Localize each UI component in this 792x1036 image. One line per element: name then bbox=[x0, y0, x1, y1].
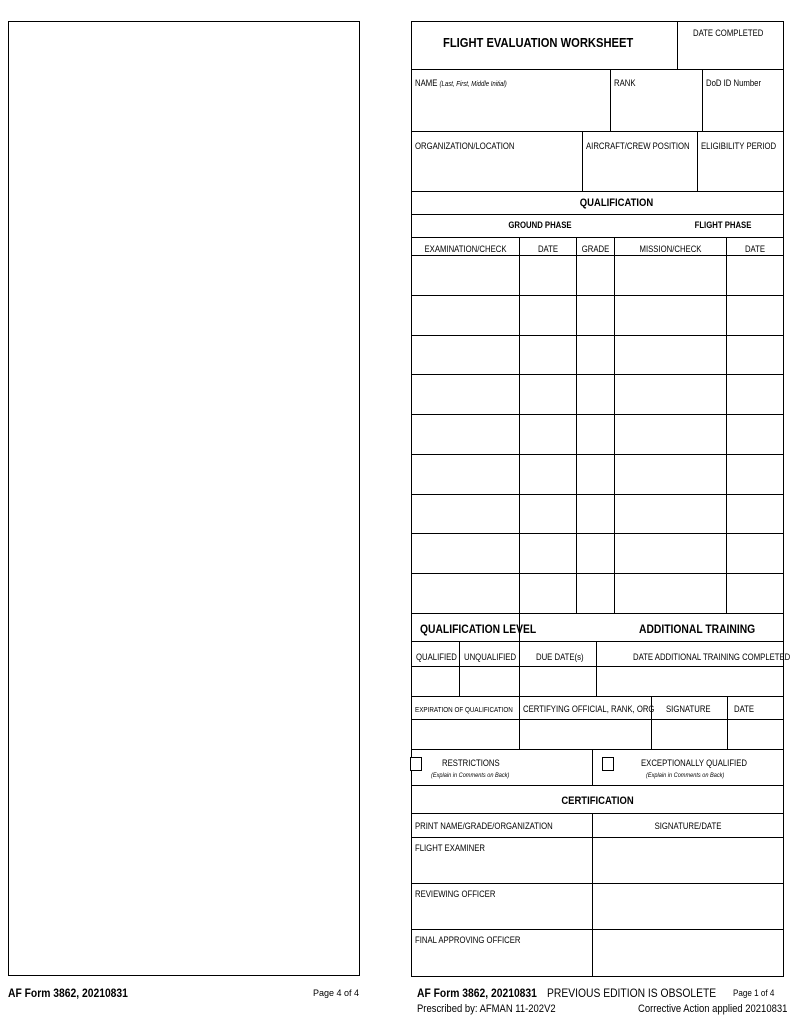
level-signature-field[interactable] bbox=[652, 720, 726, 748]
date-completed-field[interactable] bbox=[678, 40, 783, 68]
qual-cell-flight-date[interactable] bbox=[727, 375, 783, 413]
dod-id-field[interactable] bbox=[703, 90, 783, 130]
qual-cell-mission-check[interactable] bbox=[615, 296, 726, 334]
print-name-label: PRINT NAME/GRADE/ORGANIZATION bbox=[415, 821, 553, 831]
name-field[interactable] bbox=[412, 90, 609, 130]
qual-cell-ground-date[interactable] bbox=[520, 455, 576, 493]
qual-cell-mission-check[interactable] bbox=[615, 415, 726, 453]
ground-phase-label: GROUND PHASE bbox=[508, 220, 572, 230]
qual-cell-mission-check[interactable] bbox=[615, 455, 726, 493]
qual-cell-examination-check[interactable] bbox=[412, 415, 519, 453]
qual-cell-examination-check[interactable] bbox=[412, 574, 519, 612]
flight-examiner-name-field[interactable] bbox=[412, 856, 591, 882]
qual-cell-grade[interactable] bbox=[577, 256, 614, 294]
expiration-field[interactable] bbox=[412, 720, 518, 748]
unqualified-field[interactable] bbox=[460, 667, 518, 695]
restrictions-checkbox[interactable] bbox=[410, 757, 422, 771]
qual-cell-flight-date[interactable] bbox=[727, 495, 783, 533]
qual-cell-flight-date[interactable] bbox=[727, 336, 783, 374]
qual-cell-flight-date[interactable] bbox=[727, 415, 783, 453]
flight-phase-label: FLIGHT PHASE bbox=[694, 220, 752, 230]
level-signature-label: SIGNATURE bbox=[666, 704, 711, 714]
restrictions-hint: (Explain in Comments on Back) bbox=[431, 772, 510, 779]
reviewing-officer-name-field[interactable] bbox=[412, 902, 591, 928]
qual-cell-examination-check[interactable] bbox=[412, 375, 519, 413]
exceptionally-qualified-label: EXCEPTIONALLY QUALIFIED bbox=[641, 758, 747, 768]
previous-edition-notice: PREVIOUS EDITION IS OBSOLETE bbox=[547, 986, 717, 1000]
qual-cell-examination-check[interactable] bbox=[412, 455, 519, 493]
back-page-panel bbox=[8, 21, 360, 976]
eligibility-period-label: ELIGIBILITY PERIOD bbox=[701, 141, 777, 151]
left-form-id: AF Form 3862, 20210831 bbox=[8, 986, 128, 1000]
qual-cell-examination-check[interactable] bbox=[412, 256, 519, 294]
exceptionally-qualified-checkbox[interactable] bbox=[602, 757, 614, 771]
final-approving-officer-label: FINAL APPROVING OFFICER bbox=[415, 935, 521, 945]
level-date-field[interactable] bbox=[728, 720, 783, 748]
qual-cell-ground-date[interactable] bbox=[520, 256, 576, 294]
signature-date-label: SIGNATURE/DATE bbox=[654, 821, 722, 831]
qual-cell-examination-check[interactable] bbox=[412, 336, 519, 374]
final-approving-officer-name-field[interactable] bbox=[412, 948, 591, 976]
qual-cell-mission-check[interactable] bbox=[615, 375, 726, 413]
training-completed-field[interactable] bbox=[597, 667, 783, 695]
name-label: NAME (Last, First, Middle Initial) bbox=[415, 78, 507, 88]
qual-cell-ground-date[interactable] bbox=[520, 336, 576, 374]
dod-id-label: DoD ID Number bbox=[706, 78, 762, 88]
left-page-number: Page 4 of 4 bbox=[313, 988, 360, 998]
flight-examiner-signature-field[interactable] bbox=[593, 838, 783, 882]
qual-cell-grade[interactable] bbox=[577, 336, 614, 374]
qual-cell-examination-check[interactable] bbox=[412, 495, 519, 533]
qual-cell-flight-date[interactable] bbox=[727, 534, 783, 572]
qual-cell-grade[interactable] bbox=[577, 375, 614, 413]
qualified-field[interactable] bbox=[412, 667, 458, 695]
qual-cell-grade[interactable] bbox=[577, 534, 614, 572]
rank-label: RANK bbox=[614, 78, 636, 88]
qualified-label: QUALIFIED bbox=[416, 652, 457, 662]
expiration-label: EXPIRATION OF QUALIFICATION bbox=[415, 705, 513, 714]
prescribed-by: Prescribed by: AFMAN 11-202V2 bbox=[417, 1003, 556, 1015]
qual-cell-grade[interactable] bbox=[577, 495, 614, 533]
additional-training-title: ADDITIONAL TRAINING bbox=[639, 622, 756, 636]
unqualified-label: UNQUALIFIED bbox=[464, 652, 517, 662]
reviewing-officer-label: REVIEWING OFFICER bbox=[415, 889, 496, 899]
qual-cell-grade[interactable] bbox=[577, 415, 614, 453]
due-dates-field[interactable] bbox=[520, 667, 595, 695]
due-dates-label: DUE DATE(s) bbox=[536, 652, 584, 662]
restrictions-label: RESTRICTIONS bbox=[442, 758, 500, 768]
certifying-official-field[interactable] bbox=[520, 720, 650, 748]
rank-field[interactable] bbox=[611, 90, 702, 130]
corrective-action: Corrective Action applied 20210831 bbox=[638, 1003, 788, 1015]
eligibility-period-field[interactable] bbox=[698, 154, 783, 190]
right-page-number: Page 1 of 4 bbox=[733, 988, 775, 998]
qualification-level-title: QUALIFICATION LEVEL bbox=[420, 622, 537, 636]
qual-cell-ground-date[interactable] bbox=[520, 534, 576, 572]
qual-cell-mission-check[interactable] bbox=[615, 574, 726, 612]
qual-cell-ground-date[interactable] bbox=[520, 574, 576, 612]
training-completed-label: DATE ADDITIONAL TRAINING COMPLETED bbox=[633, 652, 791, 662]
right-form-id: AF Form 3862, 20210831 bbox=[417, 986, 537, 1000]
qual-cell-grade[interactable] bbox=[577, 296, 614, 334]
final-approving-officer-signature-field[interactable] bbox=[593, 930, 783, 976]
qual-cell-mission-check[interactable] bbox=[615, 534, 726, 572]
qual-cell-flight-date[interactable] bbox=[727, 574, 783, 612]
form-title: FLIGHT EVALUATION WORKSHEET bbox=[443, 35, 634, 50]
aircraft-position-label: AIRCRAFT/CREW POSITION bbox=[586, 141, 690, 151]
qual-cell-mission-check[interactable] bbox=[615, 495, 726, 533]
qual-cell-flight-date[interactable] bbox=[727, 256, 783, 294]
exceptionally-qualified-hint: (Explain in Comments on Back) bbox=[646, 772, 725, 779]
qual-cell-grade[interactable] bbox=[577, 455, 614, 493]
qualification-section-title: QUALIFICATION bbox=[579, 197, 654, 209]
qual-cell-mission-check[interactable] bbox=[615, 256, 726, 294]
aircraft-position-field[interactable] bbox=[583, 154, 696, 190]
organization-label: ORGANIZATION/LOCATION bbox=[415, 141, 515, 151]
col-mission-check: MISSION/CHECK bbox=[639, 244, 702, 254]
certification-section-title: CERTIFICATION bbox=[561, 795, 634, 807]
reviewing-officer-signature-field[interactable] bbox=[593, 884, 783, 928]
qual-cell-grade[interactable] bbox=[577, 574, 614, 612]
qual-cell-examination-check[interactable] bbox=[412, 534, 519, 572]
date-completed-label: DATE COMPLETED bbox=[693, 28, 764, 38]
qual-cell-examination-check[interactable] bbox=[412, 296, 519, 334]
qual-cell-ground-date[interactable] bbox=[520, 375, 576, 413]
qual-cell-ground-date[interactable] bbox=[520, 495, 576, 533]
qual-cell-mission-check[interactable] bbox=[615, 336, 726, 374]
certifying-official-label: CERTIFYING OFFICIAL, RANK, ORG bbox=[523, 704, 655, 714]
col-examination-check: EXAMINATION/CHECK bbox=[424, 244, 507, 254]
level-date-label: DATE bbox=[734, 704, 755, 714]
qual-cell-flight-date[interactable] bbox=[727, 296, 783, 334]
qual-cell-ground-date[interactable] bbox=[520, 415, 576, 453]
qual-cell-ground-date[interactable] bbox=[520, 296, 576, 334]
flight-examiner-label: FLIGHT EXAMINER bbox=[415, 843, 485, 853]
qual-cell-flight-date[interactable] bbox=[727, 455, 783, 493]
col-flight-date: DATE bbox=[744, 244, 766, 254]
organization-field[interactable] bbox=[412, 154, 581, 190]
col-ground-date: DATE bbox=[537, 244, 559, 254]
col-grade: GRADE bbox=[581, 244, 610, 254]
